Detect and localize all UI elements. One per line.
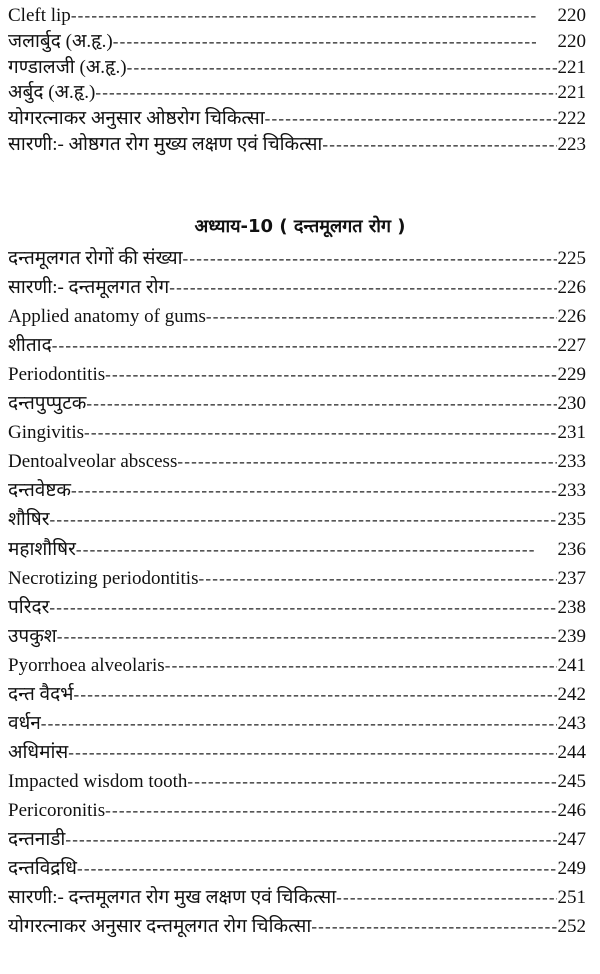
toc-entry-page-number: 221 [557,82,586,104]
toc-entry [8,855,586,881]
dot-leader [68,741,556,765]
dot-leader [105,363,556,387]
chapter-heading: अध्याय-10 ( दन्तमूलगत रोग ) [194,216,406,237]
toc-entry-page-number: 220 [557,5,586,26]
toc-entry [8,245,586,271]
toc-entry-title: दन्तवेष्टक [8,480,72,502]
dot-leader [265,107,557,131]
toc-entry-page-number: 225 [557,248,586,269]
toc-entry-page-number: 246 [557,799,586,821]
toc-entry [8,419,586,445]
toc-entry [8,303,586,329]
toc-entry-title: गण्डालजी (अ.हृ.) [8,56,127,78]
toc-entry-page-number: 231 [557,422,586,444]
toc-entry-title: Pyorrhoea alveolaris [8,654,165,676]
dot-leader [105,799,556,823]
dot-leader [127,56,557,80]
toc-entry-page-number: 236 [557,538,586,560]
toc-entry [8,105,586,131]
toc-entry-page-number: 229 [557,364,586,386]
toc-entry [8,131,586,157]
toc-entry-page-number: 226 [557,277,586,299]
dot-leader [165,654,557,678]
dot-leader [187,770,556,794]
toc-entry [8,54,586,80]
toc-entry-page-number: 238 [557,596,586,618]
toc-entry [8,768,586,794]
toc-entry [8,739,586,765]
dot-leader [71,4,536,28]
dot-leader [50,508,557,532]
toc-entry-title: जलार्बुद (अ.हृ.) [8,30,113,52]
toc-entry-page-number: 241 [557,654,586,676]
toc-entry [8,79,586,105]
dot-leader [169,276,556,300]
toc-entry-page-number: 233 [557,451,586,473]
dot-leader [57,625,557,649]
dot-leader [84,421,556,445]
toc-entry-page-number: 239 [557,625,586,647]
toc-entry-page-number: 221 [557,56,586,78]
toc-entry-title: दन्तपुप्पुटक [8,393,87,415]
toc-entry [8,826,586,852]
toc-entry-title: दन्तमूलगत रोगों की संख्या [8,248,183,269]
toc-entry-page-number: 247 [557,829,586,850]
toc-entry [8,274,586,300]
toc-entry-title: योगरत्नाकर अनुसार ओष्ठरोग चिकित्सा [8,108,265,130]
toc-entry-title: दन्तनाडी [8,829,66,850]
toc-entry-title: Pericoronitis [8,799,106,821]
dot-leader [65,828,556,852]
toc-entry [8,28,586,54]
toc-entry-page-number: 242 [557,683,586,705]
toc-entry-page-number: 233 [557,480,586,502]
dot-leader [71,479,556,503]
dot-leader [322,133,556,157]
dot-leader [206,305,557,329]
toc-entry-title: वर्धन [8,712,41,734]
toc-entry-title: परिदर [8,596,50,618]
toc-entry-title: शीताद [8,335,52,357]
dot-leader [74,683,557,707]
toc-entry-page-number: 222 [557,108,586,130]
toc-entry-title: सारणी:- दन्तमूलगत रोग [8,277,170,299]
toc-entry-title: Gingivitis [8,422,85,444]
dot-leader [336,886,556,910]
toc-entry-page-number: 252 [557,916,586,938]
toc-entry-title: शौषिर [8,509,50,531]
toc-entry [8,565,586,591]
toc-entry-page-number: 235 [557,509,586,531]
toc-entry-title: Periodontitis [8,364,106,386]
toc-entry-page-number: 226 [557,306,586,328]
toc-entry [8,594,586,620]
toc-entry [8,477,586,503]
dot-leader [76,538,536,562]
toc-entry-title: सारणी:- दन्तमूलगत रोग मुख लक्षण एवं चिकित्सा [8,887,337,909]
toc-entry-title: योगरत्नाकर अनुसार दन्तमूलगत रोग चिकित्सा [8,916,312,938]
toc-entry-page-number: 251 [557,887,586,909]
dot-leader [183,247,557,271]
dot-leader [177,450,556,474]
toc-entry-title: सारणी:- ओष्ठगत रोग मुख्य लक्षण एवं चिकित्सा [8,134,323,155]
toc-entry-page-number: 220 [557,30,586,52]
dot-leader [95,81,556,105]
toc-entry-title: Applied anatomy of gums [8,306,206,328]
toc-entry-page-number: 223 [557,134,586,155]
toc-entry-title: अधिमांस [8,741,69,763]
toc-entry-page-number: 237 [557,567,586,589]
toc-entry [8,623,586,649]
toc-entry [8,506,586,532]
dot-leader [198,567,556,591]
toc-entry-title: Cleft lip [8,5,71,26]
dot-leader [77,857,557,881]
toc-entry-title: दन्त वैदर्भ [8,683,74,705]
dot-leader [52,334,557,358]
toc-entry-page-number: 244 [557,741,586,763]
toc-entry-title: दन्तविद्रधि [8,858,77,880]
toc-entry [8,797,586,823]
toc-entry-title: Dentoalveolar abscess [8,451,178,473]
toc-entry-page-number: 227 [557,335,586,357]
toc-entry-page-number: 245 [557,770,586,792]
toc-entry [8,332,586,358]
toc-entry-title: उपकुश [8,625,57,647]
toc-entry [8,913,586,939]
toc-entry [8,884,586,910]
toc-entry [8,681,586,707]
toc-entry-page-number: 230 [557,393,586,415]
toc-entry-title: महाशौषिर [8,538,76,560]
toc-entry-page-number: 243 [557,712,586,734]
toc-entry-title: Necrotizing periodontitis [8,567,199,589]
toc-entry [8,2,586,28]
toc-entry [8,390,586,416]
toc-entry-title: अर्बुद (अ.हृ.) [8,82,96,104]
toc-entry-page-number: 249 [557,858,586,880]
dot-leader [49,596,556,620]
toc-entry [8,710,586,736]
dot-leader [41,712,557,736]
dot-leader [113,30,536,54]
toc-entry-title: Impacted wisdom tooth [8,770,188,792]
toc-entry [8,536,586,562]
toc-entry [8,448,586,474]
dot-leader [86,392,556,416]
dot-leader [311,915,556,939]
toc-entry [8,652,586,678]
toc-entry [8,361,586,387]
